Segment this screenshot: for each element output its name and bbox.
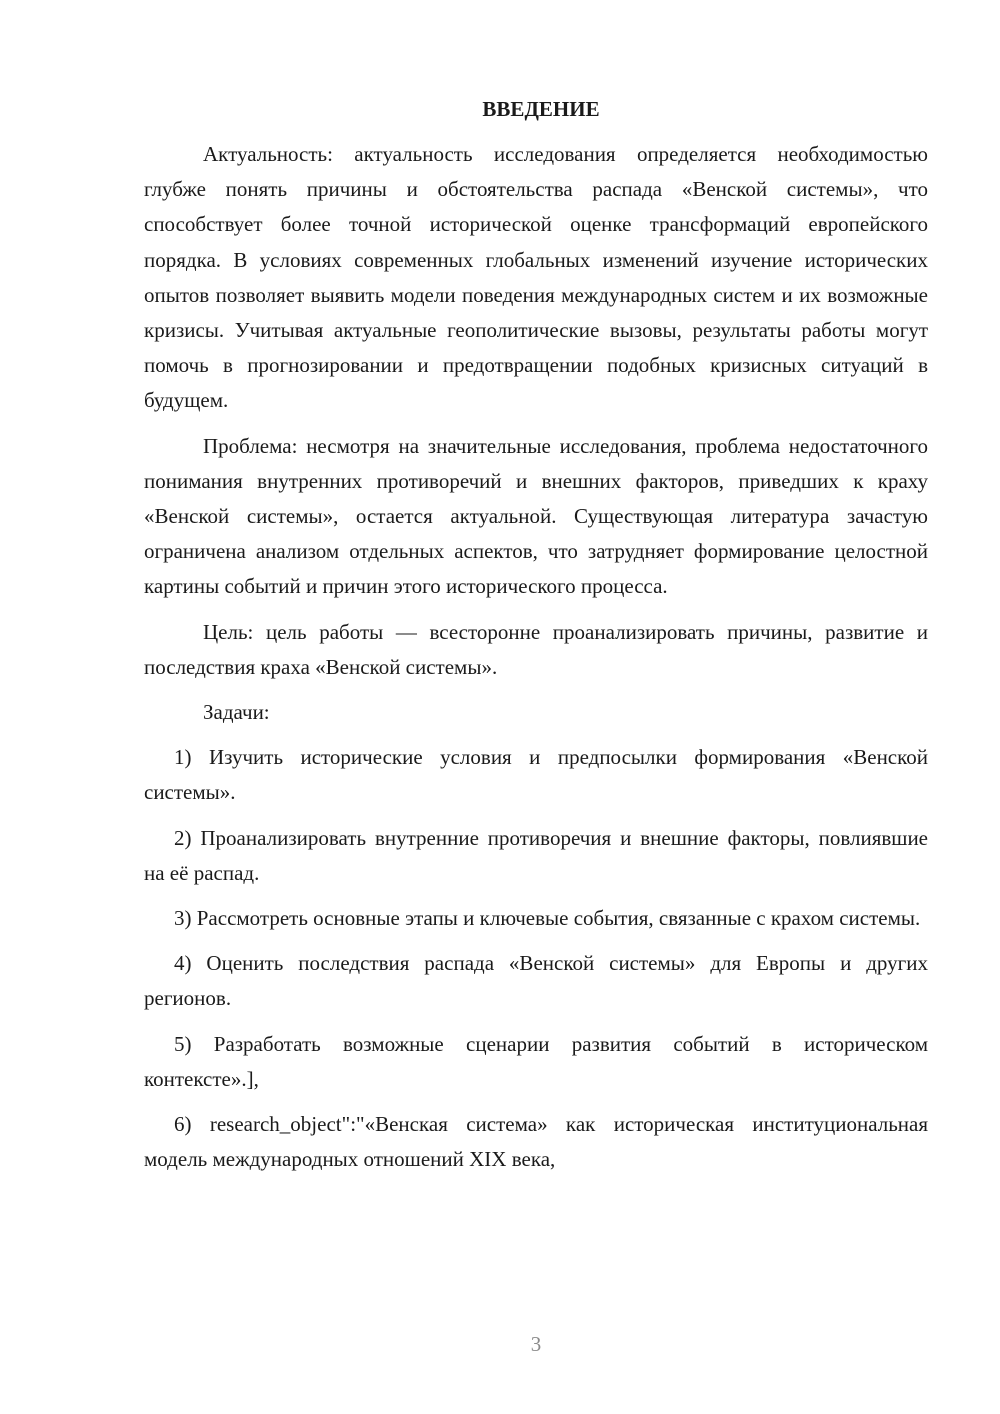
- task-item-2: 2) Проанализировать внутренние противоречия и внешние факторы, повлиявшие на её распад.: [144, 825, 928, 885]
- section-heading: ВВЕДЕНИЕ: [482, 97, 600, 121]
- task-item-5: 5) Разработать возможные сценарии развития событий в историческом контексте».],: [144, 1031, 928, 1091]
- task-item-1: 1) Изучить исторические условия и предпосылки формирования «Венской системы».: [144, 745, 928, 805]
- paragraph-relevance: Актуальность: актуальность исследования определяется необходимостью глубже понять причины и обстоятельства распада «Венской системы», что способствует более точной исторической оценке трансформаций европейского порядка. В условиях современных глобальных изменений изучение исторических опытов позволяет выявить модели поведения международных систем и их возможные кризисы. Учитывая актуальные геополитические вызовы, результаты работы могут помочь в прогнозировании и предотвращении подобных кризисных ситуаций в будущем.: [144, 142, 928, 413]
- paragraph-tasks-label: Задачи:: [203, 700, 270, 725]
- page-number: 3: [530, 1332, 542, 1356]
- paragraph-problem: Проблема: несмотря на значительные исследования, проблема недостаточного понимания внутренних противоречий и внешних факторов, приведших к краху «Венской системы», остается актуальной. Существующая литература зачастую ограничена анализом отдельных аспектов, что затрудняет формирование целостной картины событий и причин этого исторического процесса.: [144, 433, 928, 599]
- task-item-4: 4) Оценить последствия распада «Венской системы» для Европы и других регионов.: [144, 951, 928, 1011]
- paragraph-goal: Цель: цель работы — всесторонне проанализировать причины, развитие и последствия краха «Венской системы».: [144, 619, 928, 679]
- task-item-3: 3) Рассмотреть основные этапы и ключевые события, связанные с крахом системы.: [174, 906, 921, 931]
- task-item-6: 6) research_object":"«Венская система» как историческая институциональная модель международных отношений XIX века,: [144, 1112, 928, 1172]
- document-page: [144, 92, 928, 1187]
